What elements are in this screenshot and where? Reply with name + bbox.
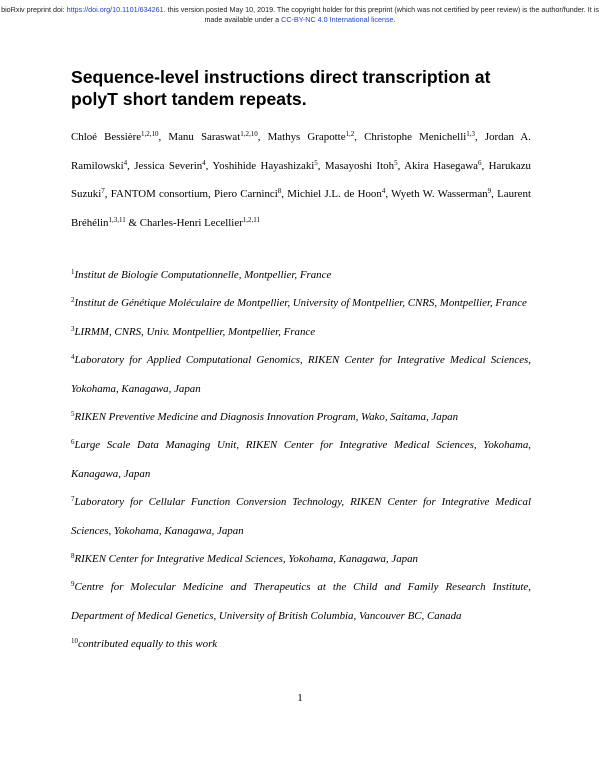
author-name: Masayoshi Itoh — [324, 159, 395, 172]
affiliation-item — [71, 488, 531, 545]
author — [268, 131, 355, 143]
author-name: Michiel J.L. de Hoon — [287, 188, 382, 200]
author-name: Jessica Severin — [134, 159, 203, 172]
author-affiliation-marker: 4 — [123, 158, 128, 167]
author-affiliation-marker: 1,3,11 — [108, 215, 126, 224]
author — [364, 131, 475, 143]
author-affiliation-marker: 9 — [487, 187, 492, 195]
affiliation-item — [71, 573, 531, 630]
author-name: Akira Hasegawa — [404, 159, 479, 172]
author-affiliation-marker: 1,2,10 — [240, 130, 258, 138]
author-affiliation-marker: 6 — [478, 158, 482, 167]
affiliation-text: RIKEN Preventive Medicine and Diagnosis Innovation Program, Wako, Saitama, Japan — [74, 411, 459, 424]
affiliation-number: 1 — [71, 268, 75, 276]
affiliation-item — [71, 431, 531, 488]
affiliation-item — [71, 630, 531, 658]
author-name: Charles-Henri Lecellier — [139, 216, 243, 229]
author-name: Chloé Bessière — [71, 131, 142, 143]
author-affiliation-marker: 5 — [394, 158, 398, 167]
affiliation-text: Institut de Biologie Computationnelle, Montpellier, France — [74, 269, 332, 281]
affiliation-text: Large Scale Data Managing Unit, RIKEN Center for Integrative Medical Sciences, Yokohama, Kanagawa, Japan — [71, 439, 531, 480]
author-affiliation-marker: 1,2,10 — [141, 130, 159, 138]
author-affiliation-marker: 1,3 — [466, 130, 475, 138]
affiliation-number: 2 — [71, 296, 75, 305]
affiliation-item — [71, 346, 531, 403]
author — [287, 188, 385, 200]
affiliation-number: 5 — [71, 410, 75, 419]
author-affiliation-marker: 5 — [314, 158, 318, 167]
author — [214, 188, 281, 200]
affiliation-number: 4 — [71, 353, 75, 362]
preprint-notice — [0, 5, 600, 24]
affiliation-text: Laboratory for Applied Computational Genomics, RIKEN Center for Integrative Medical Sciences, Yokohama, Kanagawa, Japan — [71, 354, 531, 395]
author-name: Yoshihide Hayashizaki — [212, 159, 315, 172]
paper-title: Sequence-level instructions direct transcription at polyT short tandem repeats. — [71, 67, 491, 109]
affiliation-text: Laboratory for Cellular Function Conversion Technology, RIKEN Center for Integrative Medical Sciences, Yokohama, Kanagawa, Japan — [71, 496, 531, 537]
doi-link[interactable]: https://doi.org/10.1101/634261 — [66, 5, 164, 14]
affiliation-text: Centre for Molecular Medicine and Therapeutics at the Child and Family Research Institute, Department of Medical Genetics, University of British Columbia, Vancouver BC, Canada — [71, 581, 531, 622]
author — [212, 160, 317, 172]
author-affiliation-marker: 4 — [381, 187, 386, 195]
author-name: Manu Saraswat — [168, 131, 241, 143]
author-name: Laurent Bréhélin — [71, 188, 531, 229]
affiliation-text: contributed equally to this work — [78, 638, 218, 651]
author-affiliation-marker: 1,2,11 — [242, 215, 261, 224]
page-number: 1 — [297, 692, 303, 704]
author-affiliation-marker: 8 — [277, 187, 282, 195]
affiliation-list — [71, 261, 531, 659]
author — [71, 131, 159, 143]
affiliation-text: Institut de Génétique Moléculaire de Montpellier, University of Montpellier, CNRS, Montpellier, France — [74, 297, 527, 310]
affiliation-text: LIRMM, CNRS, Univ. Montpellier, Montpellier, France — [74, 325, 316, 338]
author — [404, 160, 481, 172]
notice-middle: . this version posted May 10, 2019. The copyright holder for this preprint (which was not certified by peer review) is the author/funder. It is made available under a — [163, 5, 599, 24]
author-affiliation-marker: 4 — [202, 158, 206, 167]
author — [134, 160, 205, 172]
author-name: Mathys Grapotte — [267, 131, 346, 143]
affiliation-number: 10 — [71, 637, 78, 646]
author — [140, 217, 260, 229]
affiliation-number: 6 — [71, 438, 75, 447]
affiliation-item — [71, 289, 531, 317]
affiliation-text: RIKEN Center for Integrative Medical Sciences, Yokohama, Kanagawa, Japan — [74, 553, 419, 566]
author-list: Chloé Bessière$^{1,2,10}$, Manu Saraswat$^{1,2,10}$, Mathys Grapotte$^{1,2}$, Christophe Menichelli$^{1,3}$, Jordan A. Ramilowski$^4$, Jessica Severin$^4$, Yoshihide Hayashizaki$^5$, Masayoshi Itoh$^5$, Akira Hasegawa$^6$, Harukazu Suzuki$^7$, FANTOM consortium, Piero Carninci$^8$, Michiel J.L. de Hoon$^4$, Wyeth W. Wasserman$^9$, Laurent Bréhélin$^{1,3,11}$ & Charles-Henri Lecellier$^{1,2,11}$ — [71, 130, 532, 229]
author-name: FANTOM consortium — [110, 188, 209, 200]
affiliation-number: 3 — [71, 324, 75, 333]
author-name: Harukazu Suzuki — [71, 159, 531, 200]
author-name: Piero Carninci — [214, 188, 278, 200]
affiliation-number: 8 — [71, 552, 75, 561]
author-name: Christophe Menichelli — [364, 131, 467, 143]
author — [168, 131, 257, 143]
author-affiliation-marker: 7 — [101, 187, 105, 195]
author-name: Wyeth W. Wasserman — [391, 188, 488, 200]
author-name: Jordan A. Ramilowski — [71, 131, 532, 172]
affiliation-number: 9 — [71, 580, 75, 589]
author — [325, 160, 398, 172]
license-link[interactable]: CC-BY-NC 4.0 International license — [281, 14, 394, 24]
affiliation-item — [71, 545, 531, 573]
affiliation-item — [71, 318, 531, 346]
notice-prefix: bioRxiv preprint doi: — [1, 5, 67, 14]
affiliation-item — [71, 403, 531, 431]
author — [391, 188, 491, 200]
affiliation-number: 7 — [71, 495, 75, 504]
author — [111, 188, 208, 200]
notice-suffix: . — [393, 14, 396, 24]
affiliation-item — [71, 261, 531, 289]
author-affiliation-marker: 1,2 — [345, 130, 355, 138]
author-join: & — [125, 216, 140, 229]
